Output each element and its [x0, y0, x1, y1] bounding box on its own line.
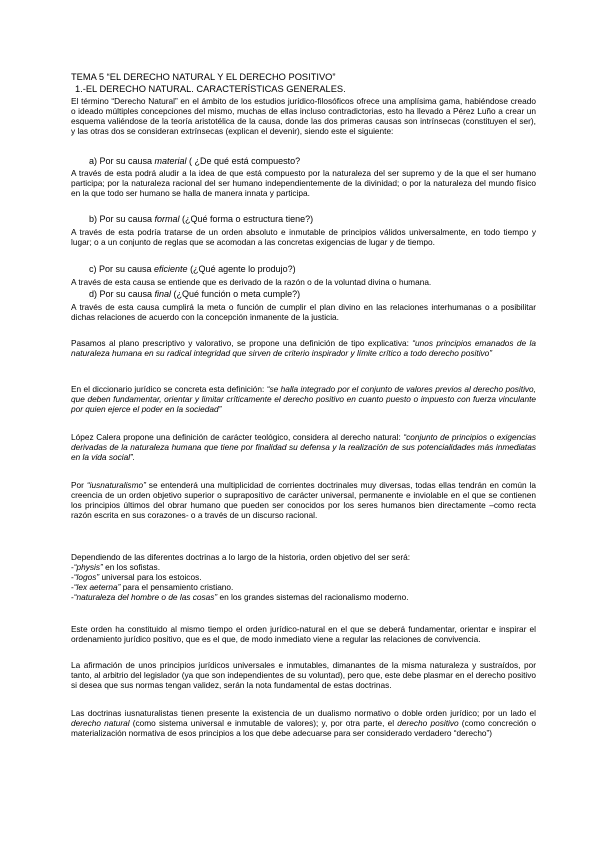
cause-formal-heading: b) Por su causa formal (¿Qué forma o estructura tiene?)	[89, 214, 314, 224]
cause-material-heading: a) Por su causa material ( ¿De qué está compuesto?	[89, 156, 301, 166]
paragraph-valorativo: Pasamos al plano prescriptivo y valorativo, se propone una definición de tipo explicativa: “unos principios emanados de la naturaleza humana en su radical integridad que sirven de criterio inspirador y límite crítico a todo derecho positivo”	[71, 338, 536, 359]
paragraph-orden: Este orden ha constituido al mismo tiempo el orden jurídico-natural en el que se deberá fundamentar, orientar e inspirar el ordenamiento jurídico positivo, que es el que, de modo inmediato viene a regular las relaciones de convivencia.	[71, 624, 536, 645]
paragraph-doctrinas	[71, 552, 536, 602]
cause-final-text: A través de esta causa cumplirá la meta o función de cumplir el plan divino en las relaciones interhumanas o a posibilitar dichas relaciones de acuerdo con la concepción inmanente de la justicia.	[71, 302, 536, 323]
section-heading: 1.-EL DERECHO NATURAL. CARACTERÍSTICAS GENERALES.	[75, 84, 346, 94]
paragraph-afirmacion: La afirmación de unos principios jurídicos universales e inmutables, dimanantes de la misma naturaleza y sustraídos, por tanto, al arbitrio del legislador (ya que son independientes de su voluntad), pero que, este debe plasmar en el derecho positivo si desea que sus normas tengan validez, serán la nota fundamental de estas doctrinas.	[71, 660, 536, 691]
cause-eficiente-heading: c) Por su causa eficiente (¿Qué agente lo produjo?)	[89, 264, 296, 274]
paragraph-lopez-calera: López Calera propone una definición de carácter teológico, considera al derecho natural: “conjunto de principios o exigencias derivadas de la naturaleza humana que tiene por finalidad su defensa y la realización de sus potencialidades más inmediatas en la vida social”.	[71, 432, 536, 463]
list-item: -“physis” en los sofistas.	[71, 562, 160, 573]
doctrinas-lead: Dependiendo de las diferentes doctrinas a lo largo de la historia, orden objetivo del ser será:	[71, 552, 410, 562]
list-item: -“naturaleza del hombre o de las cosas” en los grandes sistemas del racionalismo moderno.	[71, 592, 409, 603]
document-title: TEMA 5 “EL DERECHO NATURAL Y EL DERECHO POSITIVO”	[71, 72, 336, 82]
paragraph-diccionario: En el diccionario jurídico se concreta esta definición: “se halla integrado por el conjunto de valores previos al derecho positivo, que deben fundamentar, orientar y limitar críticamente el derecho positivo en cuanto puesto o impuesto con fuerza vinculante por quien ejerce el poder en la sociedad”	[71, 384, 536, 415]
cause-formal-text: A través de esta podría tratarse de un orden absoluto e inmutable de principios válidos universalmente, en todo tiempo y lugar; o a un conjunto de reglas que se acomodan a las concretas exigencias de lugar y de tiempo.	[71, 227, 536, 248]
cause-final-heading: d) Por su causa final (¿Qué función o meta cumple?)	[89, 289, 301, 299]
paragraph-iusnaturalismo: Por “iusnaturalismo” se entenderá una multiplicidad de corrientes doctrinales muy diversas, todas ellas tendrán en común la creencia de un orden objetivo superior o suprapositivo de carácter universal, permanente e inviolable en el que se contienen los principios últimos del obrar humano que pueden ser conocidos por los seres humanos bien directamente –como recta razón escrita en sus corazones- o a través de un discurso racional.	[71, 480, 537, 521]
paragraph-dualismo: Las doctrinas iusnaturalistas tienen presente la existencia de un dualismo normativo o doble orden jurídico; por un lado el derecho natural (como sistema universal e inmutable de valores); y, por otra parte, el derecho positivo (como concreción o materialización normativa de esos principios a los que debe adecuarse para ser considerado verdadero “derecho”)	[71, 708, 536, 739]
cause-eficiente-text: A través de esta causa se entiende que es derivado de la razón o de la voluntad divina o humana.	[71, 277, 432, 287]
cause-material-text: A través de esta podrá aludir a la idea de que está compuesto por la naturaleza del ser supremo y de la que el ser humano participa; por la naturaleza racional del ser humano independientemente de la divinidad; o por la naturaleza del mundo físico en la que todo ser humano se halla de manera innata y participa.	[71, 168, 536, 199]
list-item: -“lex aeterna” para el pensamiento cristiano.	[71, 582, 234, 593]
intro-paragraph: El término “Derecho Natural” en el ámbito de los estudios jurídico-filosóficos ofrece una amplísima gama, habiéndose creado o ideado múltiples concepciones del mismo, muchas de ellas incluso contradictorias, esto ha llevado a Pérez Luño a crear un esquema valiéndose de la teoría aristotélica de la causa, donde las dos primeras causas son intrínsecas (constituyen el ser), y las otras dos se consideran extrínsecas (explican el devenir), siendo este el siguiente:	[71, 96, 536, 137]
list-item: -“logos” universal para los estoicos.	[71, 572, 202, 583]
